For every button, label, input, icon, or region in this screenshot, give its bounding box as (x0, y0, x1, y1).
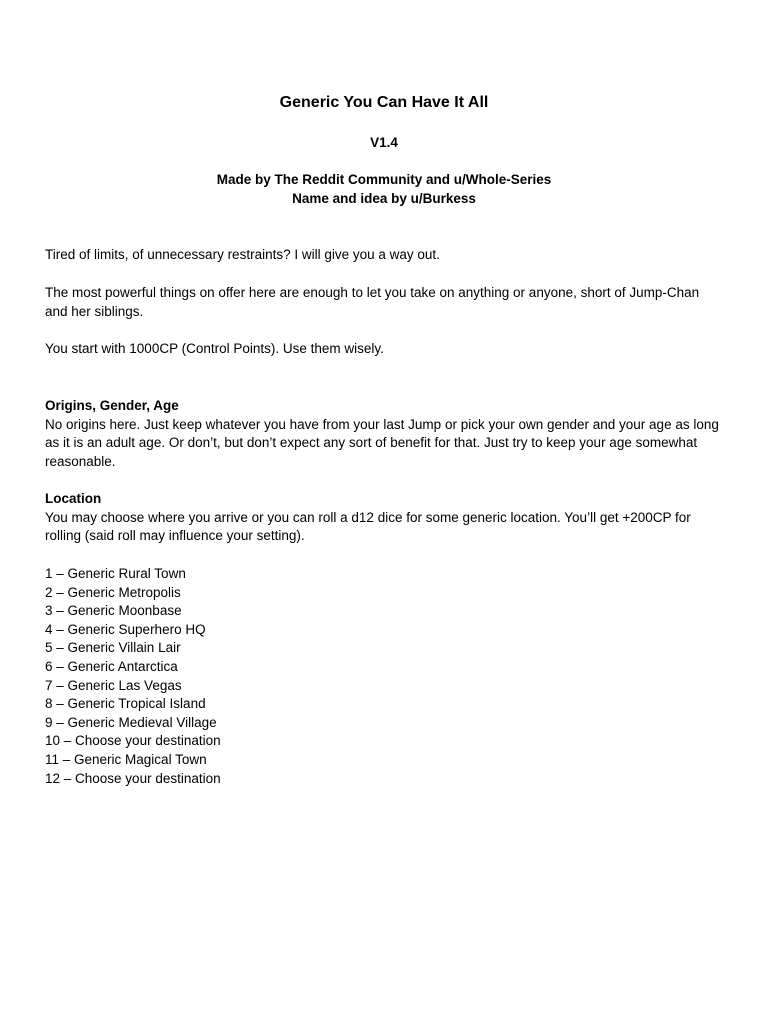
list-item: 9 – Generic Medieval Village (45, 714, 217, 730)
list-item: 10 – Choose your destination (45, 733, 221, 749)
credits-line: Name and idea by u/Burkess (292, 191, 476, 206)
list-item: 2 – Generic Metropolis (45, 584, 181, 600)
list-item: 5 – Generic Villain Lair (45, 640, 181, 656)
document-title: Generic You Can Have It All (279, 94, 489, 111)
list-item: 6 – Generic Antarctica (45, 658, 178, 674)
intro-paragraph: Tired of limits, of unnecessary restraints? I will give you a way out. (45, 247, 440, 262)
location-text: You may choose where you arrive or you can roll a d12 dice for some generic location. You’ll get +200CP for rolling (said roll may influence your setting). (45, 509, 691, 544)
list-item: 12 – Choose your destination (45, 770, 221, 786)
location-list (45, 565, 725, 788)
intro-paragraph: You start with 1000CP (Control Points). Use them wisely. (45, 341, 384, 356)
location-section (45, 490, 725, 546)
list-item: 8 – Generic Tropical Island (45, 696, 206, 712)
list-item: 1 – Generic Rural Town (45, 566, 186, 581)
origins-heading: Origins, Gender, Age (45, 398, 179, 413)
list-item: 7 – Generic Las Vegas (45, 677, 182, 693)
list-item: 11 – Generic Magical Town (45, 751, 207, 767)
document-version: V1.4 (370, 135, 398, 150)
credits-line: Made by The Reddit Community and u/Whole-Series (216, 172, 552, 187)
origins-section (45, 397, 725, 471)
origins-text: No origins here. Just keep whatever you have from your last Jump or pick your own gender and your age as long as it is an adult age. Or don’t, but don’t expect any sort of benefit for that. Just try to keep your age somewhat reasonable. (45, 416, 719, 469)
intro-paragraph: The most powerful things on offer here are enough to let you take on anything or anyone, short of Jump-Chan and her siblings. (45, 285, 700, 319)
list-item: 3 – Generic Moonbase (45, 603, 182, 619)
list-item: 4 – Generic Superhero HQ (45, 621, 206, 637)
document-credits (0, 170, 768, 208)
location-heading: Location (45, 491, 102, 506)
